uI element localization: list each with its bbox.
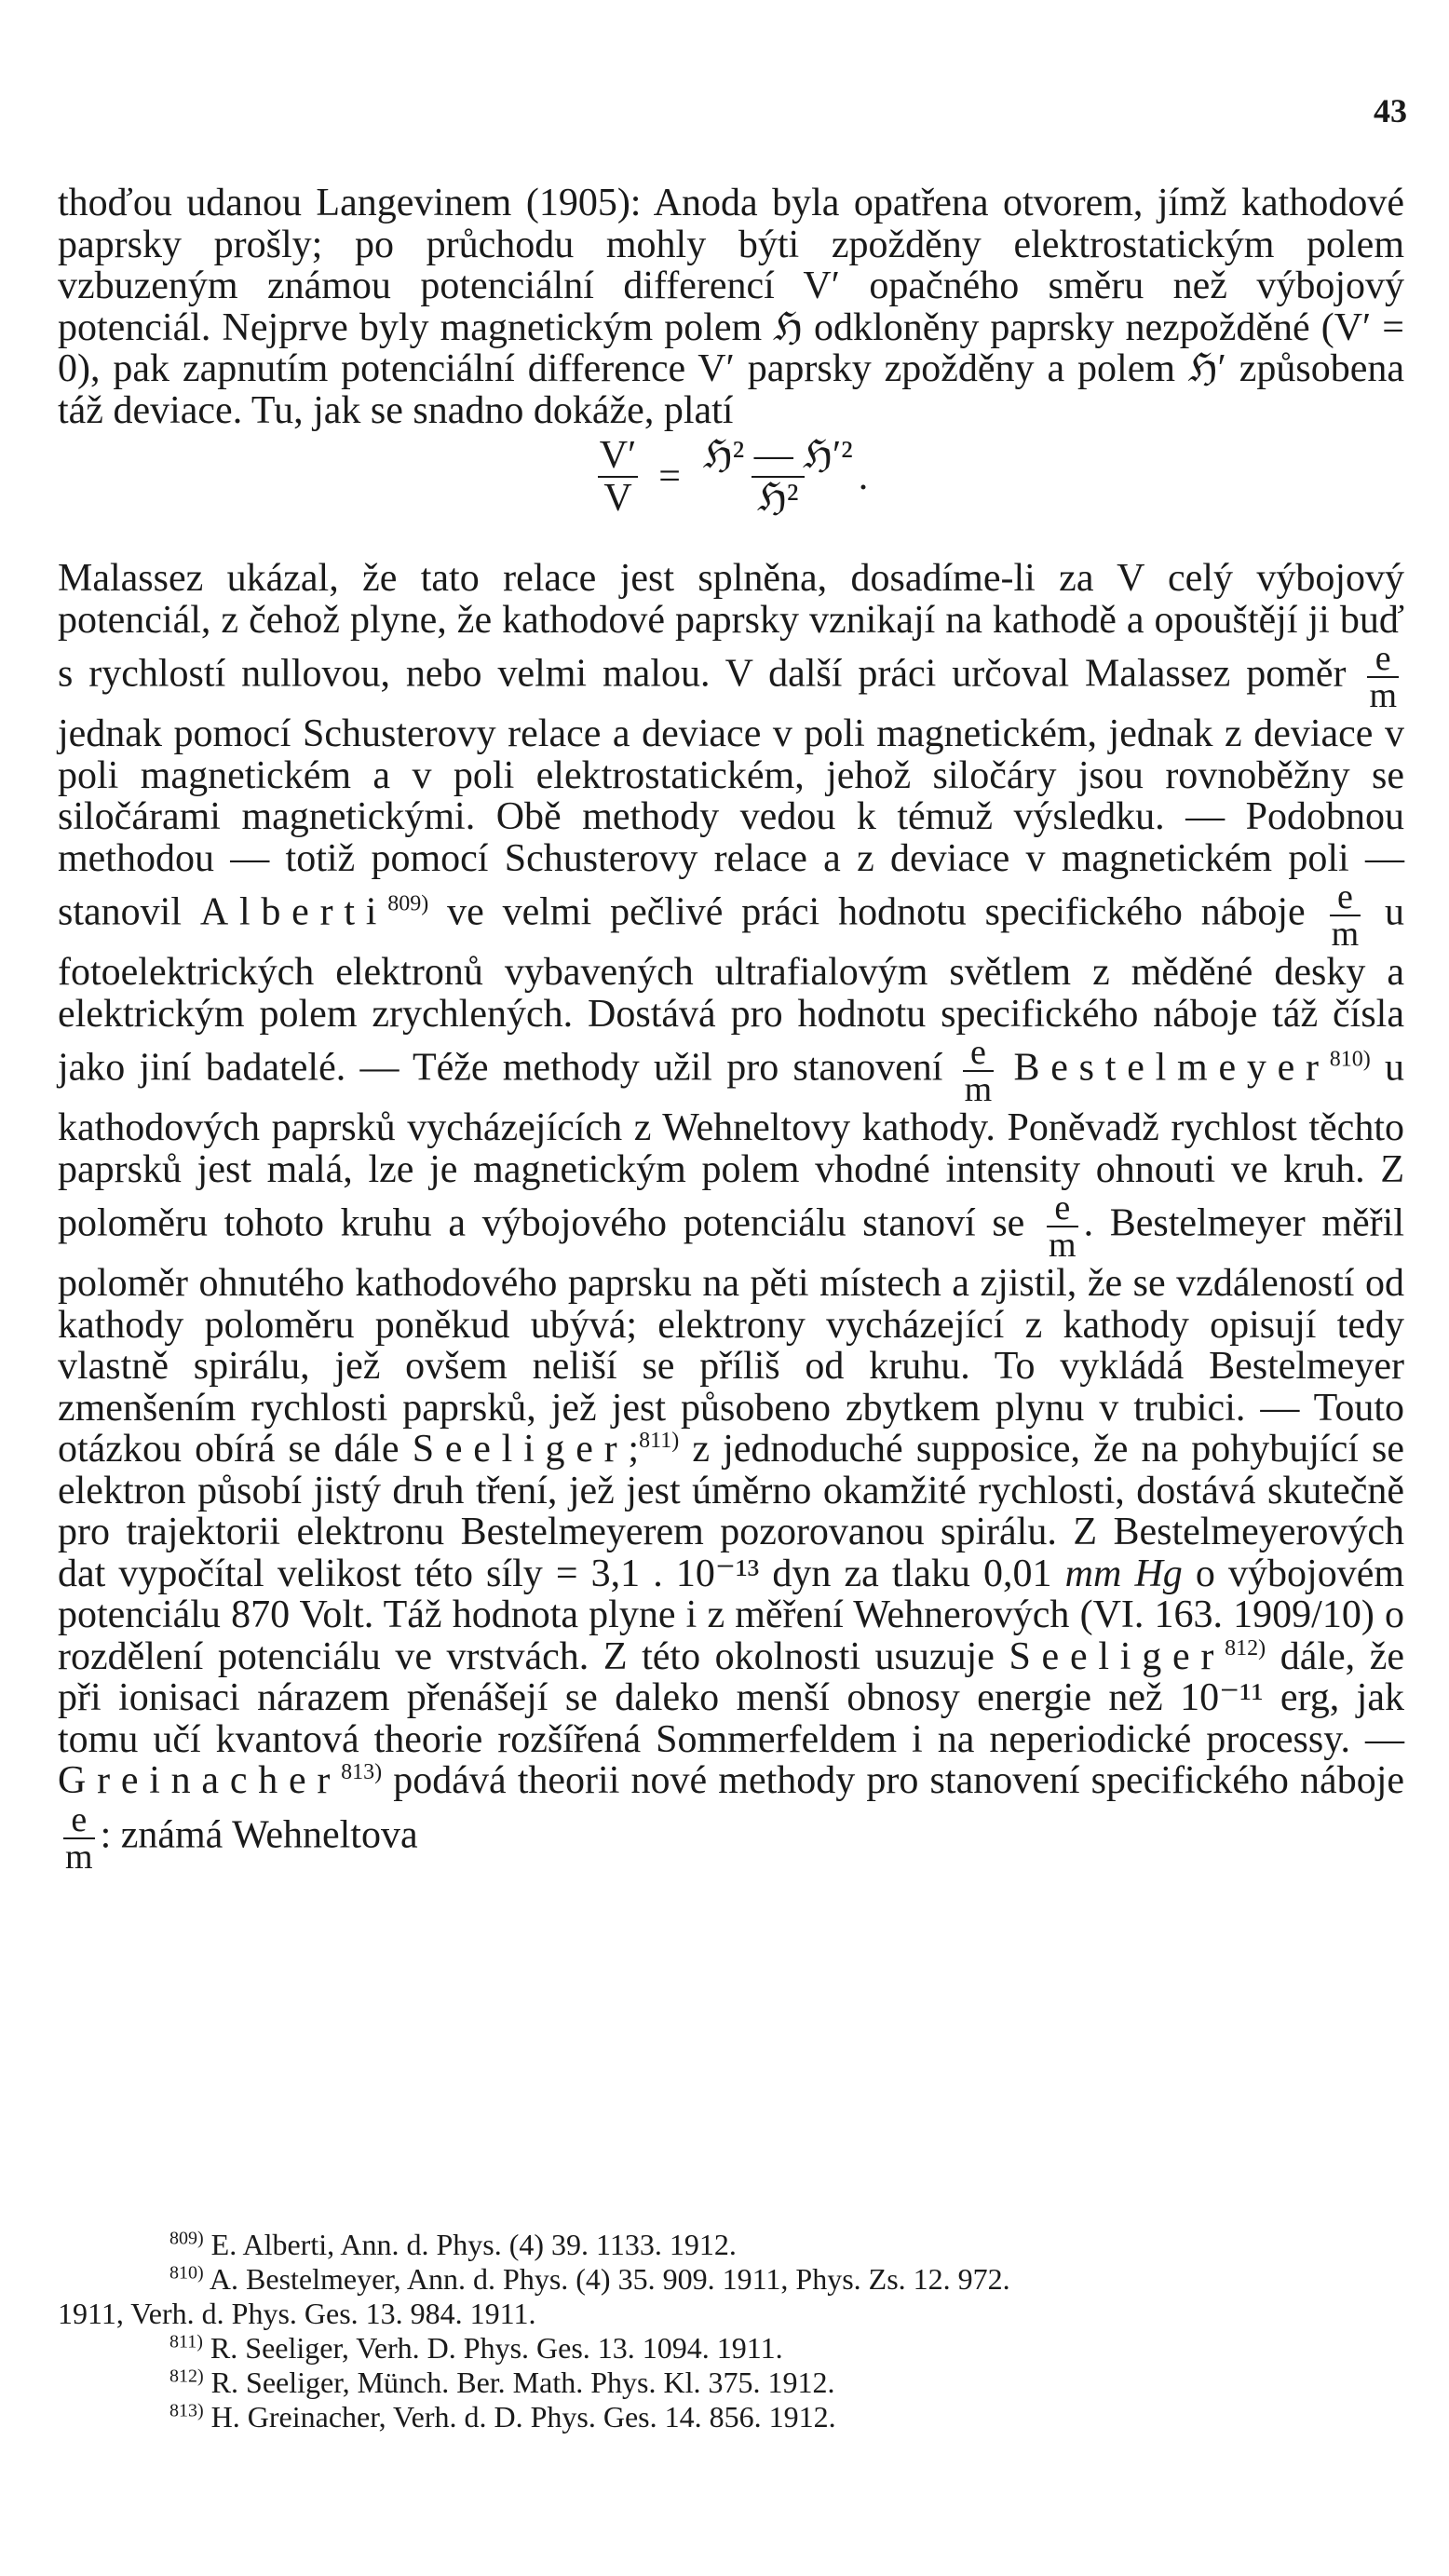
author-seeliger: Seeliger <box>412 1428 629 1471</box>
formula-equals: = <box>658 454 681 498</box>
footnote-810: $^{810)}$ A. Bestelmeyer, Ann. d. Phys. (4) 35. 909. 1911, Phys. Zs. 12. 972. <box>169 2262 1010 2296</box>
footnote-ref-811[interactable]: 811) <box>639 1429 680 1453</box>
footnote-ref-810[interactable]: 810) <box>1329 1047 1371 1072</box>
paragraph-1: thoďou udanou Langevinem (1905): Anoda byla opatřena otvorem, jímž kathodové paprsky prošly; po průchodu mohly býti zpožděny elektrostatickým polem vzbuzeným známou potenciální differencí V′ opačného směru než výbojový potenciál. Nejprve byly magnetickým polem ℌ odkloněny paprsky nezpožděné (V′ = 0), pak zapnutím potenciální difference V′ paprsky zpožděny a polem ℌ′ způsobena táž deviace. Tu, jak se snadno dokáže, platí <box>58 182 1404 432</box>
page-number: 43 <box>1374 92 1407 129</box>
formula <box>58 435 1404 519</box>
author-greinacher: Greinacher <box>58 1759 342 1802</box>
ratio-e-m: $\frac{e}{m}$ <box>65 1799 93 1877</box>
formula-lhs: $\frac{V'}{V}$ <box>599 434 637 520</box>
author-seeliger-2: Seeliger <box>1009 1634 1226 1678</box>
author-alberti: Alberti <box>199 890 388 934</box>
unit-mm-hg: mm Hg <box>1064 1552 1183 1595</box>
footnote-811: $^{811)}$ R. Seeliger, Verh. D. Phys. Ges. 13. 1094. 1911. <box>169 2331 783 2365</box>
footnote-809: $^{809)}$ E. Alberti, Ann. d. Phys. (4) 39. 1133. 1912. <box>169 2228 737 2261</box>
ratio-e-m: $\frac{e}{m}$ <box>964 1033 993 1109</box>
paragraph-2: Malassez ukázal, že tato relace jest splněna, dosadíme-li za V celý výbojový potenciál, z čehož plyne, že kathodové paprsky vznikají na kathodě a opouštějí ji buď s rychlostí nullovou, nebo velmi malou. V další práci určoval Malassez poměr $\frac{e}{m}$ jednak pomocí Schusterovy relace a deviace v poli magnetickém, jednak z deviace v poli magnetickém a v poli elektrostatickém, jehož siločáry jsou rovnoběžny se siločárami magnetickými. Obě methody vedou k témuž výsledku. — Podobnou methodou — totiž pomocí Schusterovy relace a z deviace v magnetickém poli — stanovil Alberti$^{809)}$ ve velmi pečlivé práci hodnotu specifického náboje $\frac{e}{m}$ u fotoelektrických elektronů vybavených ultrafialovým světlem z měděné desky a elektrickým polem zrychlených. Dostává pro hodnotu specifického náboje táž čísla jako jiní badatelé. — Téže methody užil pro stanovení $\frac{e}{m}$ Bestelmeyer$^{810)}$ u kathodových paprsků vycházejících z Wehneltovy kathody. Poněvadž rychlost těchto paprsků jest malá, lze je magnetickým polem vhodné intensity ohnouti ve kruh. Z poloměru tohoto kruhu a výbojového potenciálu stanoví se $\frac{e}{m}$ . Bestelmeyer měřil poloměr ohnutého kathodového paprsku na pěti místech a zjistil, že se vzdáleností od kathody poloměru poněkud ubývá; elektrony vycházející z kathody opisují tedy vlastně spirálu, jež ovšem neliší se příliš od kruhu. To vykládá Bestelmeyer zmenšením rychlosti paprsků, jež jest působeno zbytkem plynu v trubici. — Touto otázkou obírá se dále Seeliger;$^{811)}$ z jednoduché supposice, že na pohybující se elektron působí jistý druh tření, jež jest úměrno okamžité rychlosti, dostává skutečně pro trajektorii elektronu Bestelmeyerem pozorovanou spirálu. Z Bestelmeyerových dat vypočítal velikost této síly = 3,1 . 10⁻¹³ dyn za tlaku 0,01 mm Hg o výbojovém potenciálu 870 Volt. Táž hodnota plyne i z měření Wehnerových (VI. 163. 1909/10) o rozdělení potenciálu ve vrstvách. Z této okolnosti usuzuje Seeliger$^{812)}$ dále, že při ionisaci nárazem přenášejí se daleko menší obnosy energie než 10⁻¹¹ erg, jak tomu učí kvantová theorie rozšířená Sommerfeldem i na neperiodické processy. — Greinacher$^{813)}$ podává theorii nové methody pro stanovení specifického náboje $\frac{e}{m}$ : známá Wehneltova <box>58 557 1405 1877</box>
body-text <box>58 183 1404 1875</box>
ratio-e-m: $\frac{e}{m}$ <box>1331 877 1360 954</box>
ratio-e-m: $\frac{e}{m}$ <box>1369 639 1398 715</box>
ratio-e-m: $\frac{e}{m}$ <box>1049 1188 1077 1265</box>
footnote-810-cont: 1911, Verh. d. Phys. Ges. 13. 984. 1911. <box>58 2297 536 2330</box>
footnote-ref-809[interactable]: 809) <box>387 891 429 916</box>
footnote-ref-812[interactable]: 812) <box>1225 1635 1266 1661</box>
footnote-ref-813[interactable]: 813) <box>341 1760 383 1784</box>
author-bestelmeyer: Bestelmeyer <box>1013 1046 1330 1090</box>
footnotes <box>58 2228 1404 2434</box>
formula-period: . <box>858 454 869 498</box>
footnote-813: $^{813)}$ H. Greinacher, Verh. d. D. Phys. Ges. 14. 856. 1912. <box>169 2400 836 2434</box>
footnote-812: $^{812)}$ R. Seeliger, Münch. Ber. Math. Phys. Kl. 375. 1912. <box>169 2366 835 2399</box>
formula-rhs: $\frac{\text{ℌ² — ℌ′²}}{\text{ℌ²}}$ <box>702 434 853 520</box>
